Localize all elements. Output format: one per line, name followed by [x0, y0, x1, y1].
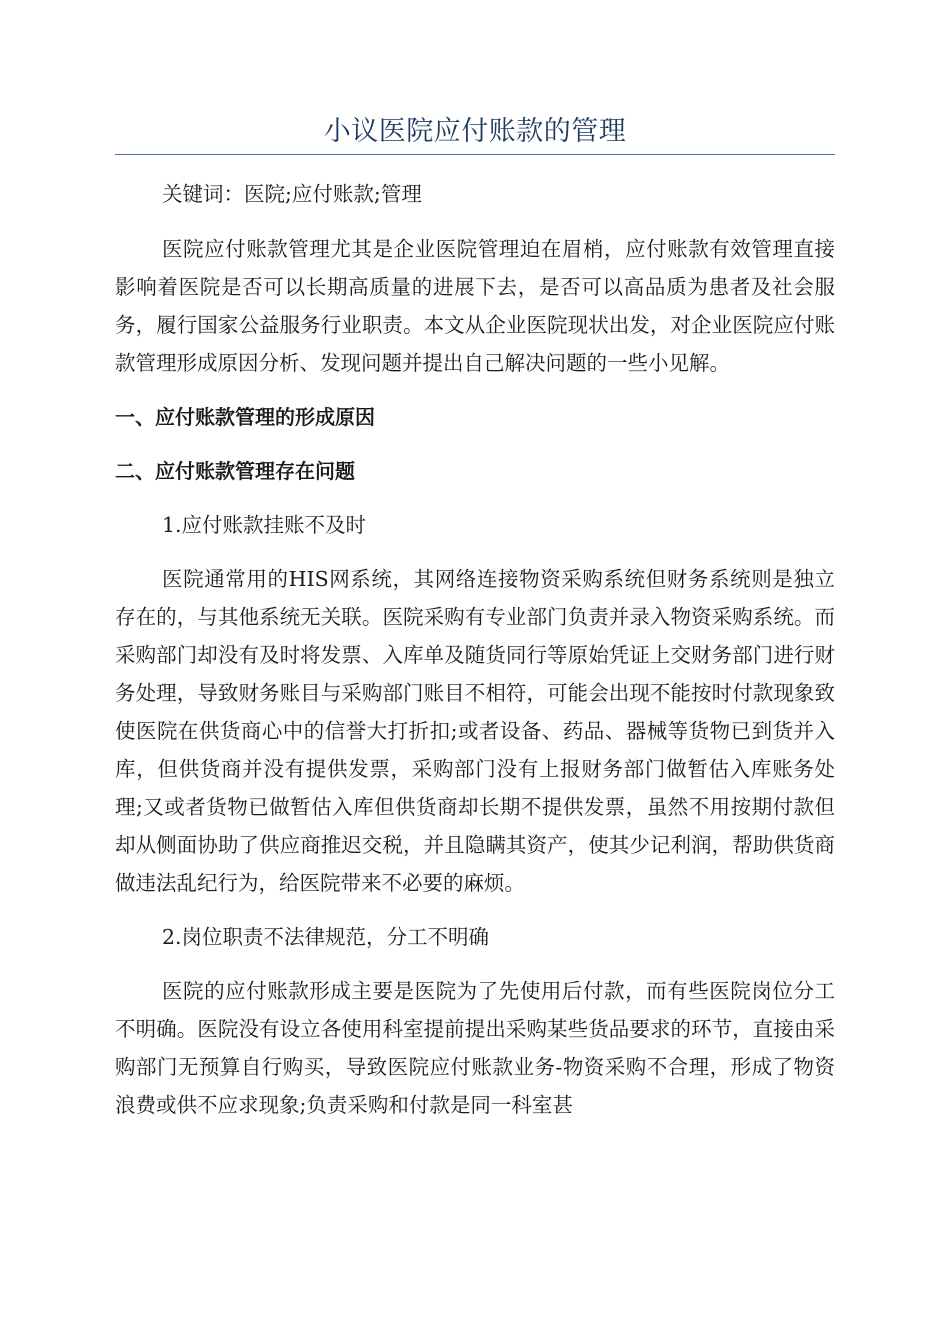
subsection-heading-1: 1.应付账款挂账不及时 [162, 513, 367, 537]
section-heading-2: 二、应付账款管理存在问题 [115, 459, 355, 483]
keywords-line: 关键词：医院;应付账款;管理 [162, 182, 422, 206]
abstract-paragraph: 医院应付账款管理尤其是企业医院管理迫在眉梢，应付账款有效管理直接影响着医院是否可以长期高质量的进展下去，是否可以高品质为患者及社会服务，履行国家公益服务行业职责。本文从企业医院现状出发，对企业医院应付账款管理形成原因分析、发现问题并提出自己解决问题的一些小见解。 [115, 237, 835, 375]
title-underline [115, 154, 835, 155]
section-heading-1: 一、应付账款管理的形成原因 [115, 405, 375, 429]
body-paragraph-1: 医院通常用的HIS网系统，其网络连接物资采购系统但财务系统则是独立存在的，与其他系统无关联。医院采购有专业部门负责并录入物资采购系统。而采购部门却没有及时将发票、入库单及随货同行等原始凭证上交财务部门进行财务处理，导致财务账目与采购部门账目不相符，可能会出现不能按时付款现象致使医院在供货商心中的信誉大打折扣;或者设备、药品、器械等货物已到货并入库，但供货商并没有提供发票，采购部门没有上报财务部门做暂估入库账务处理;又或者货物已做暂估入库但供货商却长期不提供发票，虽然不用按期付款但却从侧面协助了供应商推迟交税，并且隐瞒其资产，使其少记利润，帮助供货商做违法乱纪行为，给医院带来不必要的麻烦。 [115, 567, 835, 895]
body-paragraph-2: 医院的应付账款形成主要是医院为了先使用后付款，而有些医院岗位分工不明确。医院没有设立各使用科室提前提出采购某些货品要求的环节，直接由采购部门无预算自行购买，导致医院应付账款业务-物资采购不合理，形成了物资浪费或供不应求现象;负责采购和付款是同一科室甚 [115, 979, 835, 1117]
subsection-heading-2: 2.岗位职责不法律规范，分工不明确 [162, 925, 490, 949]
document-body [115, 175, 835, 1124]
document-title: 小议医院应付账款的管理 [323, 116, 627, 147]
